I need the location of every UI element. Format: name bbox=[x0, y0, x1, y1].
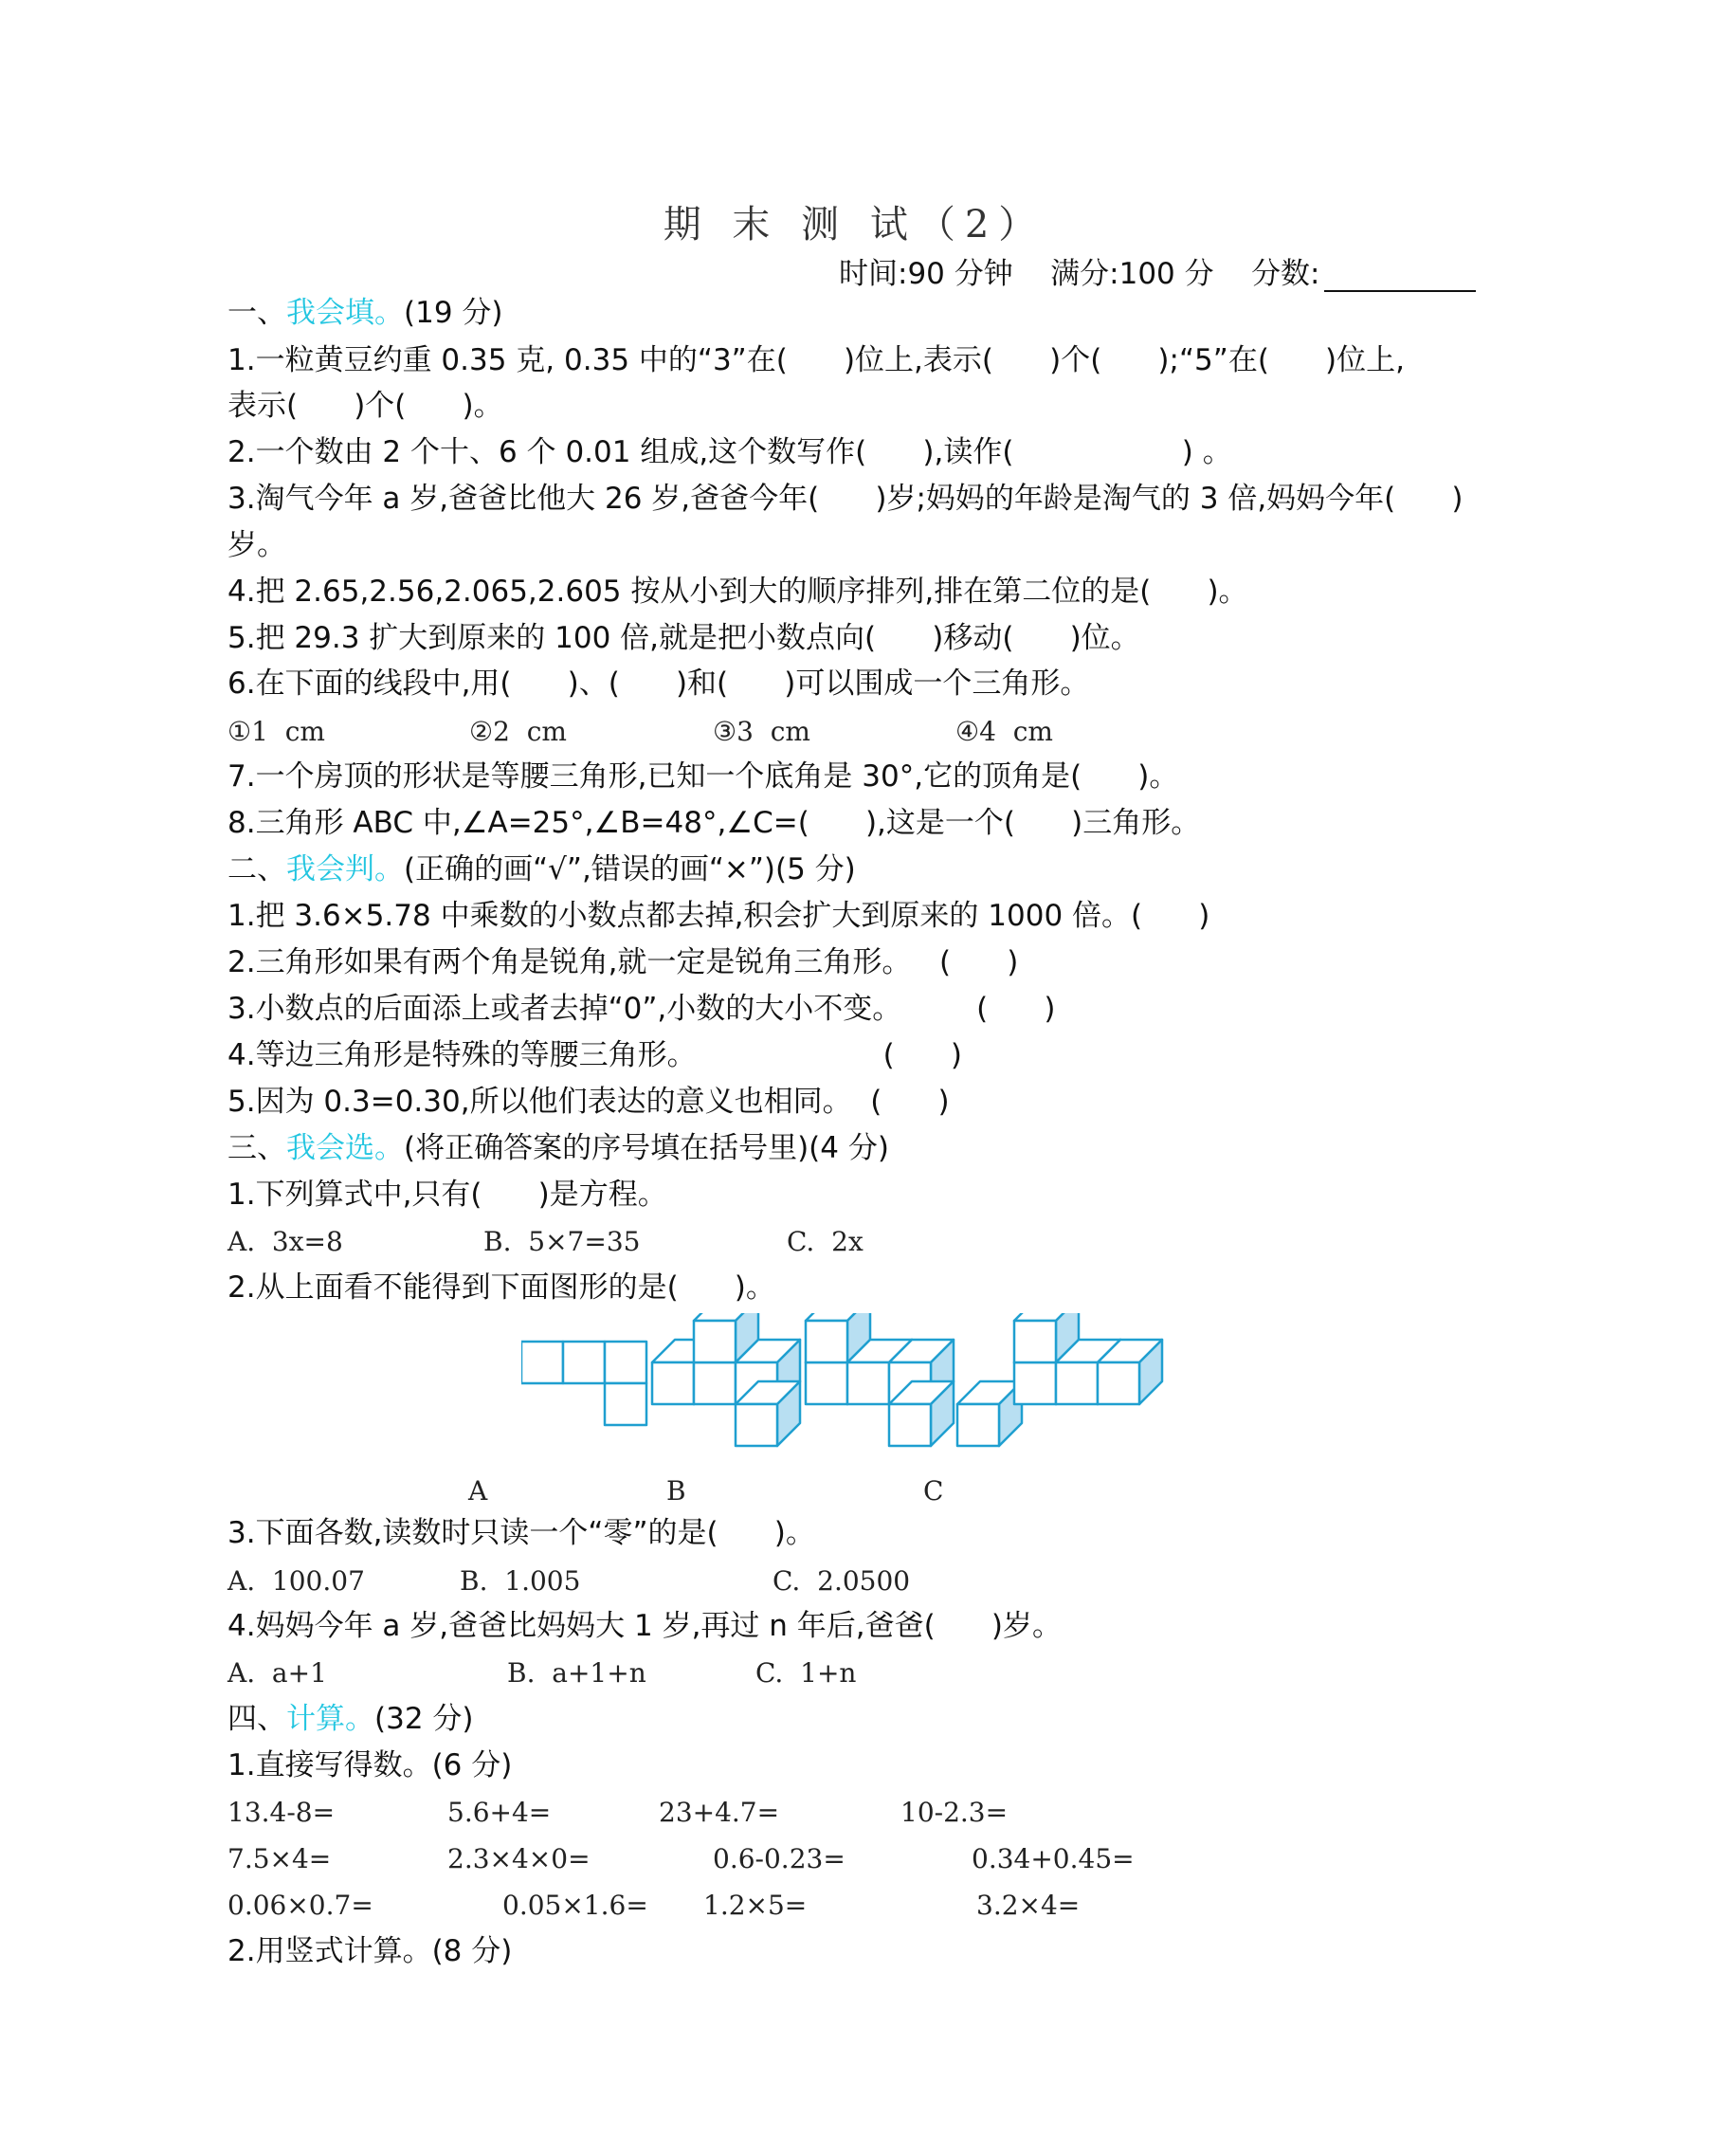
section-points: (将正确答案的序号填在括号里)(4 分) bbox=[404, 1131, 889, 1165]
s3-q1-option-c: C. 2x bbox=[787, 1226, 864, 1257]
cube-front-face bbox=[1014, 1321, 1056, 1362]
s4-q2: 2.用竖式计算。(8 分) bbox=[227, 1934, 513, 1968]
section-number: 一、 bbox=[227, 296, 286, 330]
section-1-heading bbox=[227, 294, 503, 332]
page-title: 期 末 测 试（2） bbox=[663, 203, 1046, 247]
grid-square bbox=[605, 1383, 646, 1425]
calc-item: 0.34+0.45= bbox=[972, 1843, 1135, 1874]
cube-figures bbox=[521, 1313, 1185, 1465]
s2-q4: 4.等边三角形是特殊的等腰三角形。 ( ) bbox=[227, 1038, 962, 1072]
s3-q3-option-c: C. 2.0500 bbox=[773, 1565, 911, 1597]
s3-q4: 4.妈妈今年 a 岁,爸爸比妈妈大 1 岁,再过 n 年后,爸爸( )岁。 bbox=[227, 1609, 1062, 1643]
calc-item: 3.2×4= bbox=[976, 1890, 1081, 1921]
time-limit: 时间:90 分钟 bbox=[839, 257, 1013, 291]
s3-q4-option-c: C. 1+n bbox=[755, 1657, 857, 1689]
figure-label-a: A bbox=[468, 1475, 488, 1507]
section-number: 三、 bbox=[227, 1131, 286, 1165]
section-points: (正确的画“√”,错误的画“×”)(5 分) bbox=[404, 852, 856, 886]
calc-item: 2.3×4×0= bbox=[447, 1843, 591, 1874]
calc-item: 0.06×0.7= bbox=[227, 1890, 373, 1921]
section-title: 我会填。 bbox=[286, 296, 404, 330]
s1-q1-line2: 表示( )个( )。 bbox=[227, 389, 503, 423]
section-title: 计算。 bbox=[286, 1702, 374, 1736]
q6-option-3: ③3 cm bbox=[713, 716, 810, 747]
section-number: 二、 bbox=[227, 852, 286, 886]
cube-front-face bbox=[694, 1362, 736, 1404]
cube-front-face bbox=[1014, 1362, 1056, 1404]
calc-item: 10-2.3= bbox=[900, 1797, 1009, 1828]
calc-item: 0.6-0.23= bbox=[713, 1843, 845, 1874]
s2-q5: 5.因为 0.3=0.30,所以他们表达的意义也相同。 ( ) bbox=[227, 1085, 950, 1119]
s1-q3-line2: 岁。 bbox=[227, 528, 286, 562]
calc-item: 7.5×4= bbox=[227, 1843, 332, 1874]
s3-q3-option-a: A. 100.07 bbox=[227, 1565, 365, 1597]
calc-item: 5.6+4= bbox=[447, 1797, 552, 1828]
s1-q5: 5.把 29.3 扩大到原来的 100 倍,就是把小数点向( )移动( )位。 bbox=[227, 621, 1140, 655]
figure-label-c: C bbox=[923, 1475, 944, 1507]
s3-q1: 1.下列算式中,只有( )是方程。 bbox=[227, 1178, 667, 1212]
q6-option-2: ②2 cm bbox=[469, 716, 567, 747]
s3-q4-option-b: B. a+1+n bbox=[507, 1657, 646, 1689]
calc-item: 13.4-8= bbox=[227, 1797, 336, 1828]
s3-q3: 3.下面各数,读数时只读一个“零”的是( )。 bbox=[227, 1516, 815, 1550]
section-4-heading bbox=[227, 1700, 474, 1738]
s3-q1-option-b: B. 5×7=35 bbox=[483, 1226, 641, 1257]
s1-q7: 7.一个房顶的形状是等腰三角形,已知一个底角是 30°,它的顶角是( )。 bbox=[227, 759, 1179, 794]
s2-q2: 2.三角形如果有两个角是锐角,就一定是锐角三角形。 ( ) bbox=[227, 945, 1019, 979]
section-points: (32 分) bbox=[374, 1702, 474, 1736]
q6-option-4: ④4 cm bbox=[955, 716, 1053, 747]
score-blank[interactable] bbox=[1324, 262, 1476, 292]
cube-front-face bbox=[847, 1362, 889, 1404]
full-score: 满分:100 分 bbox=[1050, 257, 1214, 291]
s2-q1: 1.把 3.6×5.78 中乘数的小数点都去掉,积会扩大到原来的 1000 倍。( ) bbox=[227, 899, 1210, 933]
cube-front-face bbox=[694, 1321, 736, 1362]
calc-item: 1.2×5= bbox=[703, 1890, 808, 1921]
q6-option-1: ①1 cm bbox=[227, 716, 325, 747]
section-number: 四、 bbox=[227, 1702, 286, 1736]
calc-item: 0.05×1.6= bbox=[502, 1890, 648, 1921]
s1-q1-line1: 1.一粒黄豆约重 0.35 克, 0.35 中的“3”在( )位上,表示( )个( );“5”在( )位上, bbox=[227, 343, 1405, 377]
cube-front-face bbox=[806, 1362, 847, 1404]
exam-info bbox=[839, 249, 1476, 292]
s4-q1: 1.直接写得数。(6 分) bbox=[227, 1748, 513, 1782]
s1-q6: 6.在下面的线段中,用( )、( )和( )可以围成一个三角形。 bbox=[227, 667, 1090, 701]
cube-front-face bbox=[652, 1362, 694, 1404]
s1-q8: 8.三角形 ABC 中,∠A=25°,∠B=48°,∠C=( ),这是一个( )三角形。 bbox=[227, 806, 1201, 840]
s1-q4: 4.把 2.65,2.56,2.065,2.605 按从小到大的顺序排列,排在第二位的是( )。 bbox=[227, 575, 1248, 609]
section-title: 我会选。 bbox=[286, 1131, 404, 1165]
s3-q3-option-b: B. 1.005 bbox=[460, 1565, 581, 1597]
s3-q2: 2.从上面看不能得到下面图形的是( )。 bbox=[227, 1270, 775, 1305]
cube-front-face bbox=[736, 1404, 777, 1446]
cube-front-face bbox=[806, 1321, 847, 1362]
cube-front-face bbox=[1098, 1362, 1139, 1404]
calc-item: 23+4.7= bbox=[659, 1797, 780, 1828]
section-points: (19 分) bbox=[404, 296, 503, 330]
grid-square bbox=[521, 1342, 563, 1383]
cube-front-face bbox=[889, 1404, 931, 1446]
section-3-heading bbox=[227, 1129, 889, 1167]
cube-front-face bbox=[957, 1404, 999, 1446]
s3-q1-option-a: A. 3x=8 bbox=[227, 1226, 343, 1257]
score-label: 分数: bbox=[1251, 257, 1320, 291]
section-2-heading bbox=[227, 850, 856, 888]
section-title: 我会判。 bbox=[286, 852, 404, 886]
s1-q3-line1: 3.淘气今年 a 岁,爸爸比他大 26 岁,爸爸今年( )岁;妈妈的年龄是淘气的 3 倍,妈妈今年( ) bbox=[227, 482, 1464, 516]
figure-label-b: B bbox=[666, 1475, 686, 1507]
s3-q4-option-a: A. a+1 bbox=[227, 1657, 327, 1689]
s2-q3: 3.小数点的后面添上或者去掉“0”,小数的大小不变。 ( ) bbox=[227, 992, 1056, 1026]
grid-square bbox=[563, 1342, 605, 1383]
grid-square bbox=[605, 1342, 646, 1383]
cube-front-face bbox=[1056, 1362, 1098, 1404]
s1-q2: 2.一个数由 2 个十、6 个 0.01 组成,这个数写作( ),读作( ) 。 bbox=[227, 435, 1232, 469]
